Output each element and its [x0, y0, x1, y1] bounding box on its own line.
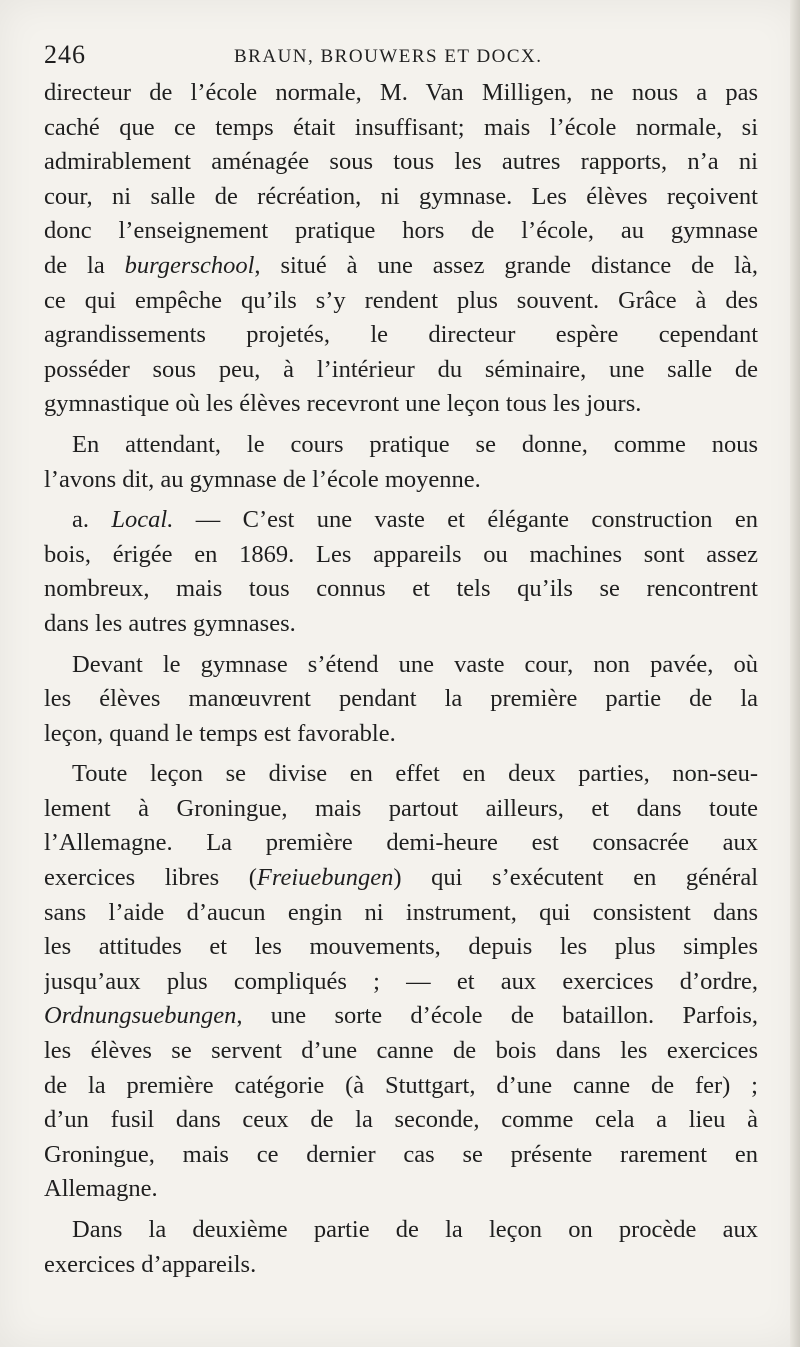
italic-term: Ordnungsuebungen [44, 1002, 237, 1030]
text-line: Allemagne. [44, 1175, 158, 1203]
text-line: Groningue, mais ce dernier cas se présente rarement en [44, 1140, 758, 1168]
text-line: gymnastique où les élèves recevront une leçon tous les jours. [44, 390, 642, 418]
text-line: jusqu’aux plus compliqués ; — et aux exercices d’ordre, [44, 967, 758, 995]
text-run: de la [44, 251, 125, 279]
text-line: exercices d’appareils. [44, 1250, 257, 1278]
text-run: — C’est une vaste et élégante construction en [173, 506, 758, 534]
text-line: ce qui empêche qu’ils s’y rendent plus souvent. Grâce à des [44, 286, 758, 314]
page-edge [790, 0, 800, 1347]
text-line [44, 503, 758, 538]
body-text [44, 76, 758, 1288]
text-line: directeur de l’école normale, M. Van Milligen, ne nous a pas [44, 79, 758, 106]
text-line: Dans la deuxième partie de la leçon on procède aux [72, 1216, 758, 1243]
text-line: leçon, quand le temps est favorable. [44, 719, 396, 747]
text-line: lement à Groningue, mais partout ailleurs, et dans toute [44, 794, 758, 822]
italic-term: burgerschool [124, 251, 255, 279]
text-line: nombreux, mais tous connus et tels qu’ils se rencontrent [44, 575, 758, 603]
text-line: l’Allemagne. La première demi-heure est consacrée aux [44, 829, 758, 857]
italic-term: Local. [111, 506, 174, 534]
text-run: ) qui s’exécutent en général [393, 864, 758, 892]
text-run: a. [72, 506, 112, 534]
text-line: agrandissements projetés, le directeur espère cependant [44, 321, 758, 349]
text-line: dans les autres gymnases. [44, 609, 296, 637]
text-line: donc l’enseignement pratique hors de l’école, au gymnase [44, 217, 758, 245]
text-line: cour, ni salle de récréation, ni gymnase. Les élèves reçoivent [44, 182, 758, 210]
text-line: l’avons dit, au gymnase de l’école moyenne. [44, 465, 481, 493]
text-line: En attendant, le cours pratique se donne, comme nous [72, 430, 758, 458]
page-header [44, 38, 756, 78]
paragraph-gap [44, 1282, 758, 1288]
text-line: d’un fusil dans ceux de la seconde, comme cela a lieu à [44, 1106, 758, 1134]
text-line: posséder sous peu, à l’intérieur du séminaire, une salle de [44, 355, 758, 383]
text-line: les élèves se servent d’une canne de bois dans les exercices [44, 1037, 758, 1065]
text-line: Devant le gymnase s’étend une vaste cour, non pavée, où [72, 650, 758, 678]
text-line: caché que ce temps était insuffisant; mais l’école normale, si [44, 113, 758, 141]
text-line: bois, érigée en 1869. Les appareils ou machines sont assez [44, 540, 758, 568]
text-line: sans l’aide d’aucun engin ni instrument, qui consistent dans [44, 898, 758, 926]
page-number: 246 [44, 40, 86, 69]
text-run: exercices libres ( [44, 864, 257, 892]
running-head: BRAUN, BROUWERS ET DOCX. [234, 46, 543, 67]
text-line [44, 249, 758, 284]
text-run: , situé à une assez grande distance de là, [254, 251, 758, 279]
text-line [44, 861, 758, 896]
text-line: les attitudes et les mouvements, depuis les plus simples [44, 933, 758, 961]
text-run: , une sorte d’école de bataillon. Parfois, [236, 1002, 758, 1030]
italic-term: Freiuebungen [256, 864, 394, 892]
text-line: de la première catégorie (à Stuttgart, d’une canne de fer) ; [44, 1071, 758, 1099]
text-line: Toute leçon se divise en effet en deux parties, non-seu- [72, 760, 758, 788]
text-line: admirablement aménagée sous tous les autres rapports, n’a ni [44, 148, 758, 176]
text-line: les élèves manœuvrent pendant la première partie de la [44, 685, 758, 713]
text-line [44, 999, 758, 1034]
